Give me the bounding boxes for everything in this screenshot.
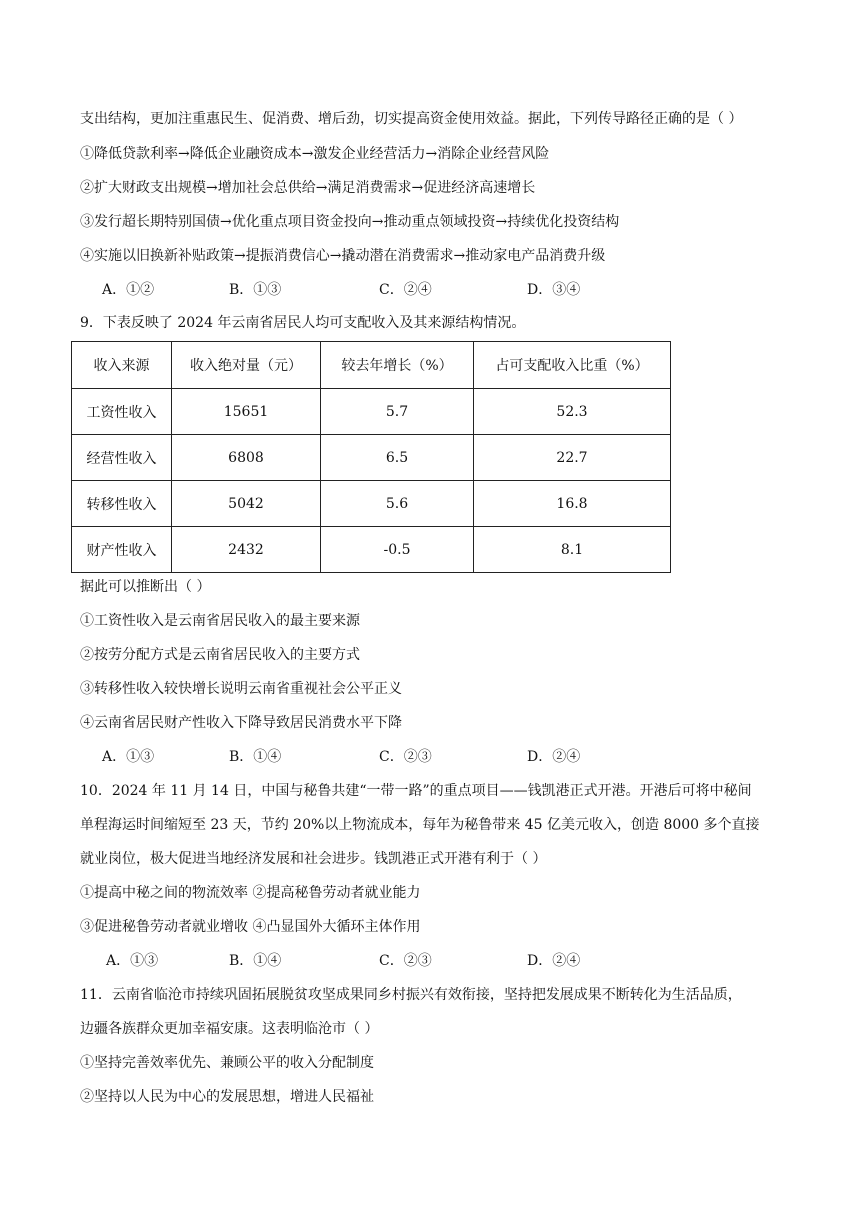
q8-option-c[interactable]: C．②④ — [379, 282, 432, 298]
table-header-cell: 收入来源 — [72, 342, 172, 389]
q10-option-d[interactable]: D．②④ — [527, 953, 581, 969]
table-cell: -0.5 — [321, 527, 474, 573]
table-cell: 经营性收入 — [72, 435, 172, 481]
q8-option-d[interactable]: D．③④ — [527, 282, 581, 298]
q9-options — [80, 747, 780, 767]
q11-line-2: 边疆各族群众更加幸福安康。这表明临沧市（ ） — [80, 1021, 379, 1037]
q10-option-c[interactable]: C．②③ — [379, 953, 432, 969]
table-cell: 5.7 — [321, 389, 474, 435]
q8-options — [80, 280, 780, 300]
table-cell: 6808 — [172, 435, 321, 481]
q9-option-c[interactable]: C．②③ — [379, 749, 432, 765]
q8-option-b[interactable]: B．①③ — [229, 282, 282, 298]
q10-options — [80, 951, 780, 971]
table-row — [72, 389, 671, 435]
q9-item-1: ①工资性收入是云南省居民收入的最主要来源 — [80, 613, 360, 629]
q10-line-3: 就业岗位，极大促进当地经济发展和社会进步。钱凯港正式开港有利于（ ） — [80, 851, 547, 867]
table-cell: 15651 — [172, 389, 321, 435]
table-cell: 财产性收入 — [72, 527, 172, 573]
table-cell: 5.6 — [321, 481, 474, 527]
q8-stem-tail: 支出结构，更加注重惠民生、促消费、增后劲，切实提高资金使用效益。据此，下列传导路径正确的是（ ） — [80, 111, 743, 127]
q10-line-2: 单程海运时间缩短至 23 天，节约 20%以上物流成本，每年为秘鲁带来 45 亿美元收入，创造 8000 多个直接 — [80, 817, 760, 833]
table-header-cell: 较去年增长（%） — [321, 342, 474, 389]
income-table — [71, 341, 671, 573]
table-cell: 工资性收入 — [72, 389, 172, 435]
q9-item-3: ③转移性收入较快增长说明云南省重视社会公平正义 — [80, 681, 402, 697]
table-header-cell: 占可支配收入比重（%） — [474, 342, 671, 389]
q10-option-a[interactable]: A．①③ — [106, 953, 159, 969]
table-header-row — [72, 342, 671, 389]
q9-item-4: ④云南省居民财产性收入下降导致居民消费水平下降 — [80, 715, 402, 731]
table-cell: 52.3 — [474, 389, 671, 435]
table-cell: 转移性收入 — [72, 481, 172, 527]
q10-items-row-2: ③促进秘鲁劳动者就业增收 ④凸显国外大循环主体作用 — [80, 919, 421, 935]
table-row — [72, 435, 671, 481]
table-header-cell: 收入绝对量（元） — [172, 342, 321, 389]
q11-line-1: 11．云南省临沧市持续巩固拓展脱贫攻坚成果同乡村振兴有效衔接，坚持把发展成果不断转化为生活品质， — [80, 987, 742, 1003]
table-cell: 5042 — [172, 481, 321, 527]
q9-option-d[interactable]: D．②④ — [527, 749, 581, 765]
table-row — [72, 527, 671, 573]
q9-item-2: ②按劳分配方式是云南省居民收入的主要方式 — [80, 647, 360, 663]
q8-item-1: ①降低贷款利率→降低企业融资成本→激发企业经营活力→消除企业经营风险 — [80, 146, 550, 162]
table-cell: 16.8 — [474, 481, 671, 527]
q8-item-2: ②扩大财政支出规模→增加社会总供给→满足消费需求→促进经济高速增长 — [80, 180, 536, 196]
table-cell: 2432 — [172, 527, 321, 573]
q11-item-1: ①坚持完善效率优先、兼顾公平的收入分配制度 — [80, 1055, 374, 1071]
table-cell: 22.7 — [474, 435, 671, 481]
q8-option-a[interactable]: A．①② — [102, 282, 155, 298]
q9-after: 据此可以推断出（ ） — [80, 579, 211, 595]
table-cell: 8.1 — [474, 527, 671, 573]
q10-option-b[interactable]: B．①④ — [229, 953, 282, 969]
q9-option-b[interactable]: B．①④ — [229, 749, 282, 765]
q9-stem: 9．下表反映了 2024 年云南省居民人均可支配收入及其来源结构情况。 — [80, 315, 526, 331]
table-cell: 6.5 — [321, 435, 474, 481]
q9-option-a[interactable]: A．①③ — [102, 749, 155, 765]
q11-item-2: ②坚持以人民为中心的发展思想，增进人民福祉 — [80, 1089, 374, 1105]
table-row — [72, 481, 671, 527]
q8-item-4: ④实施以旧换新补贴政策→提振消费信心→撬动潜在消费需求→推动家电产品消费升级 — [80, 248, 606, 264]
q10-items-row-1: ①提高中秘之间的物流效率 ②提高秘鲁劳动者就业能力 — [80, 885, 421, 901]
q10-line-1: 10．2024 年 11 月 14 日，中国与秘鲁共建“一带一路”的重点项目——钱凯港正式开港。开港后可将中秘间 — [80, 783, 752, 799]
q8-item-3: ③发行超长期特别国债→优化重点项目资金投向→推动重点领域投资→持续优化投资结构 — [80, 214, 620, 230]
